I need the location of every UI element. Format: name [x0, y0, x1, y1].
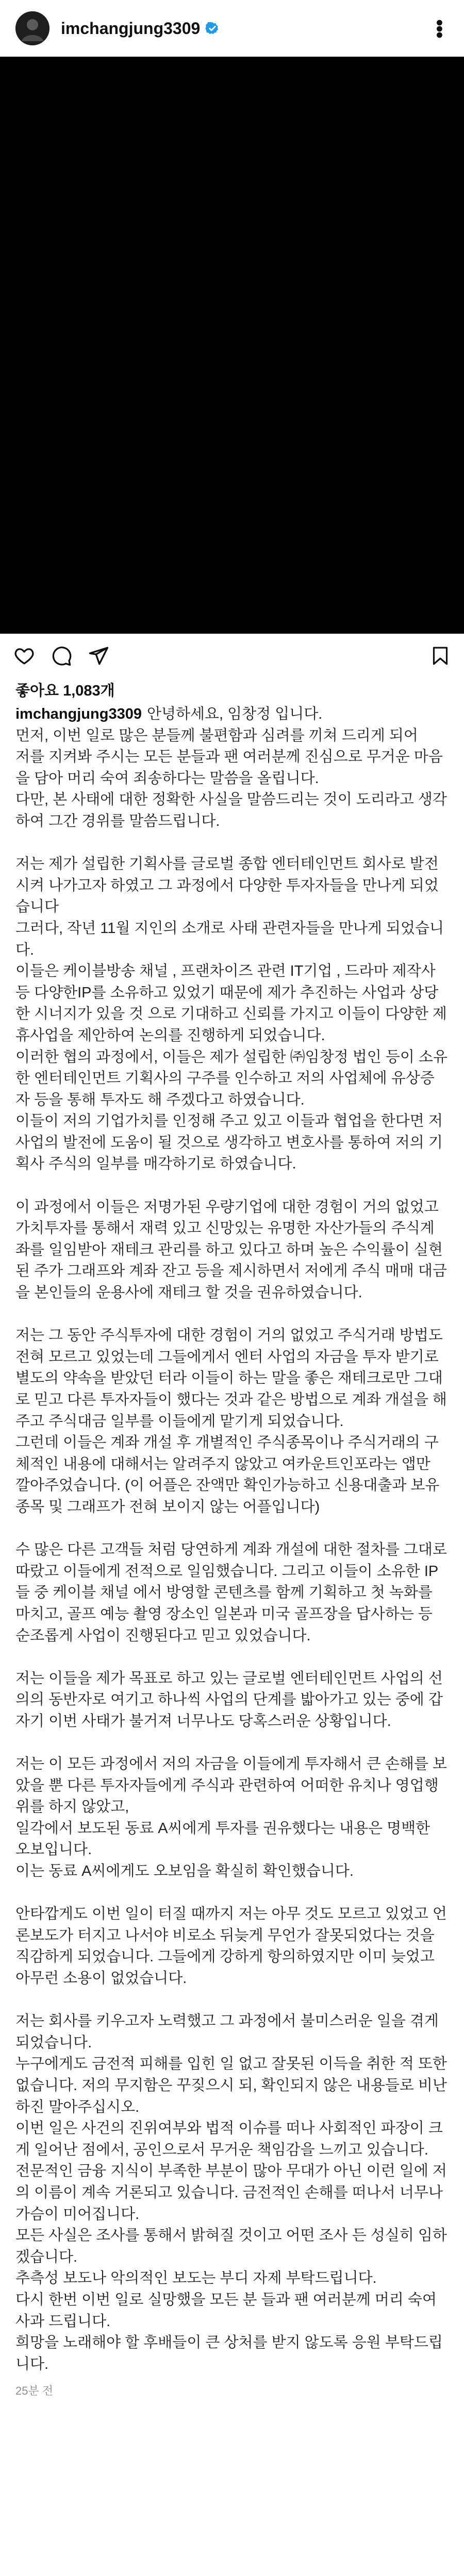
- caption-text: 전문적인 금융 지식이 부족한 부분이 많아 무대가 아닌 이런 일에 저의 이름이 계속 거론되고 있습니다. 금전적인 손해를 떠나서 너무나 가슴이 미어집니다.: [15, 2163, 447, 2223]
- caption-paragraph: [15, 2268, 449, 2290]
- caption-spacer: [15, 1990, 449, 2011]
- caption-text: 안녕하세요, 임창정 입니다.: [146, 706, 323, 722]
- caption-paragraph: [15, 1904, 449, 1989]
- caption-spacer: [15, 1883, 449, 1904]
- avatar[interactable]: [15, 11, 49, 45]
- caption-paragraph: [15, 747, 449, 789]
- caption-text: 저를 지켜봐 주시는 모든 분들과 팬 여러분께 진심으로 무거운 마음을 담아 머리 숙여 죄송하다는 말씀을 올립니다.: [15, 749, 443, 787]
- caption-paragraph: [15, 2118, 449, 2161]
- more-options-icon[interactable]: •••: [427, 19, 451, 38]
- caption-paragraph: [15, 2161, 449, 2225]
- caption-text: 이러한 협의 과정에서, 이들은 제가 설립한 ㈜임창정 법인 등이 소유한 엔터테인먼트 기획사의 구주를 인수하고 저의 사업체에 유상증자 등을 통해 투자도 해 주겠다고 하였습니다.: [15, 1048, 448, 1108]
- caption-text: 모든 사실은 조사를 통해서 밝혀질 것이고 어떤 조사 든 성실히 임하겠습니다.: [15, 2227, 447, 2265]
- caption-paragraph: [15, 2332, 449, 2375]
- post-media[interactable]: [0, 57, 464, 634]
- caption-paragraph: [15, 1325, 449, 1432]
- caption-spacer: [15, 1733, 449, 1754]
- caption-paragraph: [15, 1111, 449, 1175]
- username[interactable]: imchangjung3309: [61, 19, 201, 38]
- caption-text: 안타깝게도 이번 일이 터질 때까지 저는 아무 것도 모르고 있었고 언론보도가 터지고 나서야 비로소 뒤늦게 무언가 잘못되었다는 것을 직감하게 되었습니다. 그들에게 강하게 항의하였지만 이미 늦었고 아무런 소용이 없었습니다.: [15, 1906, 447, 1987]
- caption-paragraph: [15, 1668, 449, 1733]
- caption-text: 이는 동료 A씨에게도 오보임을 확실히 확인했습니다.: [15, 1863, 354, 1880]
- caption-text: 다시 한번 이번 일로 실망했을 모든 분 들과 팬 여러분께 머리 숙여 사과 드립니다.: [15, 2291, 437, 2330]
- post-header: [0, 0, 464, 57]
- caption-spacer: [15, 1647, 449, 1668]
- likes-count[interactable]: 좋아요 1,083개: [15, 683, 115, 699]
- heart-icon[interactable]: [13, 645, 35, 667]
- caption-paragraph: [15, 854, 449, 918]
- caption-paragraph: [15, 725, 449, 747]
- bookmark-icon[interactable]: [430, 645, 451, 667]
- caption-text: 누구에게도 금전적 피해를 입힌 일 없고 잘못된 이득을 취한 적 또한 없습니다. 저의 무지함은 꾸짖으시 되, 확인되지 않은 내용들로 비난하진 말아주십시오.: [15, 2056, 447, 2115]
- caption-text: 저는 제가 설립한 기획사를 글로벌 종합 엔터테인먼트 회사로 발전시켜 나가고자 하였고 그 과정에서 다양한 투자자들을 만나게 되었습니다: [15, 856, 439, 916]
- caption-spacer: [15, 1175, 449, 1197]
- caption-text: 이들이 저의 기업가치를 인정해 주고 있고 이들과 협업을 한다면 저 사업의 발전에 도움이 될 것으로 생각하고 변호사를 통하여 저의 기획사 주식의 일부를 매각하기로 하였습니다.: [15, 1113, 443, 1173]
- caption-paragraph: [15, 2225, 449, 2268]
- caption-text: 일각에서 보도된 동료 A씨에게 투자를 권유했다는 내용은 명백한 오보입니다.: [15, 1820, 430, 1858]
- caption-paragraph: [15, 2054, 449, 2118]
- caption-username[interactable]: imchangjung3309: [15, 706, 142, 722]
- caption-paragraph: [15, 1754, 449, 1818]
- caption-paragraph: [15, 2011, 449, 2054]
- caption-paragraph: [15, 918, 449, 961]
- caption-text: 추측성 보도나 악의적인 보도는 부디 자제 부탁드립니다.: [15, 2270, 377, 2287]
- caption-paragraph: [15, 1861, 449, 1883]
- caption-paragraph: [15, 1818, 449, 1861]
- caption-text: 다만, 본 사태에 대한 정확한 사실을 말씀드리는 것이 도리라고 생각하여 그간 경위를 말씀드립니다.: [15, 791, 447, 829]
- caption-paragraph: [15, 961, 449, 1046]
- caption-text: 저는 회사를 키우고자 노력했고 그 과정에서 불미스러운 일을 겪게 되었습니다.: [15, 2013, 439, 2051]
- caption-text: 그런데 이들은 계좌 개설 후 개별적인 주식종목이나 주식거래의 구체적인 내용에 대해서는 알려주지 않았고 여카운트인포라는 앱만 깔아주었습니다. (이 어플은 잔액만 확인가능하고 신용대출과 보유 종목 및 그래프가 전혀 보이지 않는 어플입니다): [15, 1434, 440, 1515]
- caption-text: 희망을 노래해야 할 후배들이 큰 상처를 받지 않도록 응원 부탁드립니다.: [15, 2334, 443, 2372]
- caption-paragraph: [15, 2290, 449, 2332]
- caption-paragraph: [15, 1047, 449, 1111]
- caption-spacer: [15, 1518, 449, 1540]
- comment-icon[interactable]: [51, 645, 72, 667]
- caption-text: 수 많은 다른 고객들 처럼 당연하게 계좌 개설에 대한 절차를 그대로 따랐고 이들에게 전적으로 일임했습니다. 그리고 이들이 소유한 IP들 중 케이블 채널 에서 방영할 콘텐츠를 함께 기획하고 첫 녹화를 마치고, 골프 예능 촬영 장소인 일본과 미국 골프장을 답사하는 등 순조롭게 사업이 진행된다고 믿고 있었습니다.: [15, 1541, 447, 1644]
- caption-paragraph: [15, 1432, 449, 1518]
- caption-paragraph: [15, 1539, 449, 1647]
- caption-paragraph: [15, 789, 449, 832]
- caption-paragraph: [15, 704, 449, 725]
- avatar-image: [15, 11, 49, 45]
- post-actions: [0, 634, 464, 678]
- caption-text: 이 과정에서 이들은 저명가된 우량기업에 대한 경험이 거의 없었고 가치투자를 통해서 재력 있고 신망있는 유명한 자산가들의 주식계좌를 일임받아 재테크 관리를 하고 있다고 하며 높은 수익률이 실현된 주가 그래프와 계좌 잔고 등을 제시하면서 저에게 주식 매매 대금을 본인들의 운용사에 재테크 할 것을 권유하였습니다.: [15, 1198, 447, 1301]
- caption-text: 그러다, 작년 11월 지인의 소개로 사태 관련자들을 만나게 되었습니다.: [15, 920, 444, 958]
- caption-text: 저는 그 동안 주식투자에 대한 경험이 거의 없었고 주식거래 방법도 전혀 모르고 있었는데 그들에게서 엔터 사업의 자금을 투자 받기로 별도의 약속을 받았던 터라 이들이 하는 말을 좋은 재테크로만 그대로 믿고 다른 투자자들이 했다는 것과 같은 방법으로 계좌 개설을 해주고 주식대금 일부를 이들에게 맡기게 되었습니다.: [15, 1327, 447, 1430]
- post-caption: [0, 704, 464, 2375]
- caption-text: 이번 일은 사건의 진위여부와 법적 이슈를 떠나 사회적인 파장이 크게 일어난 점에서, 공인으로서 무거운 책임감을 느끼고 있습니다.: [15, 2120, 443, 2158]
- caption-text: 먼저, 이번 일로 많은 분들께 불편함과 심려를 끼쳐 드리게 되어: [15, 727, 418, 744]
- verified-badge-icon: [205, 21, 220, 36]
- caption-text: 이들은 케이블방송 채널 , 프랜차이즈 관련 IT기업 , 드라마 제작사 등 다양한IP를 소유하고 있었기 때문에 제가 추진하는 사업과 상당한 시너지가 있을 것 으로 기대하고 신뢰를 가지고 이들이 다양한 제휴사업을 제안하여 논의를 진행하게 되었습니다.: [15, 963, 447, 1044]
- caption-paragraph: [15, 1197, 449, 1304]
- post-timestamp: 25분 전: [15, 2384, 54, 2398]
- caption-text: 저는 이들을 제가 목표로 하고 있는 글로벌 엔터테인먼트 사업의 선의의 동반자로 여기고 하나씩 사업의 단계를 밟아가고 있는 중에 갑자기 이번 사태가 불거져 너무나도 당혹스러운 상황입니다.: [15, 1670, 443, 1730]
- caption-text: 저는 이 모든 과정에서 저의 자금을 이들에게 투자해서 큰 손해를 보았을 뿐 다른 투자자들에게 주식과 관련하여 어떠한 유치나 영업행위를 하지 않았고,: [15, 1756, 447, 1816]
- caption-spacer: [15, 1304, 449, 1326]
- paper-plane-icon[interactable]: [88, 645, 109, 667]
- caption-spacer: [15, 833, 449, 854]
